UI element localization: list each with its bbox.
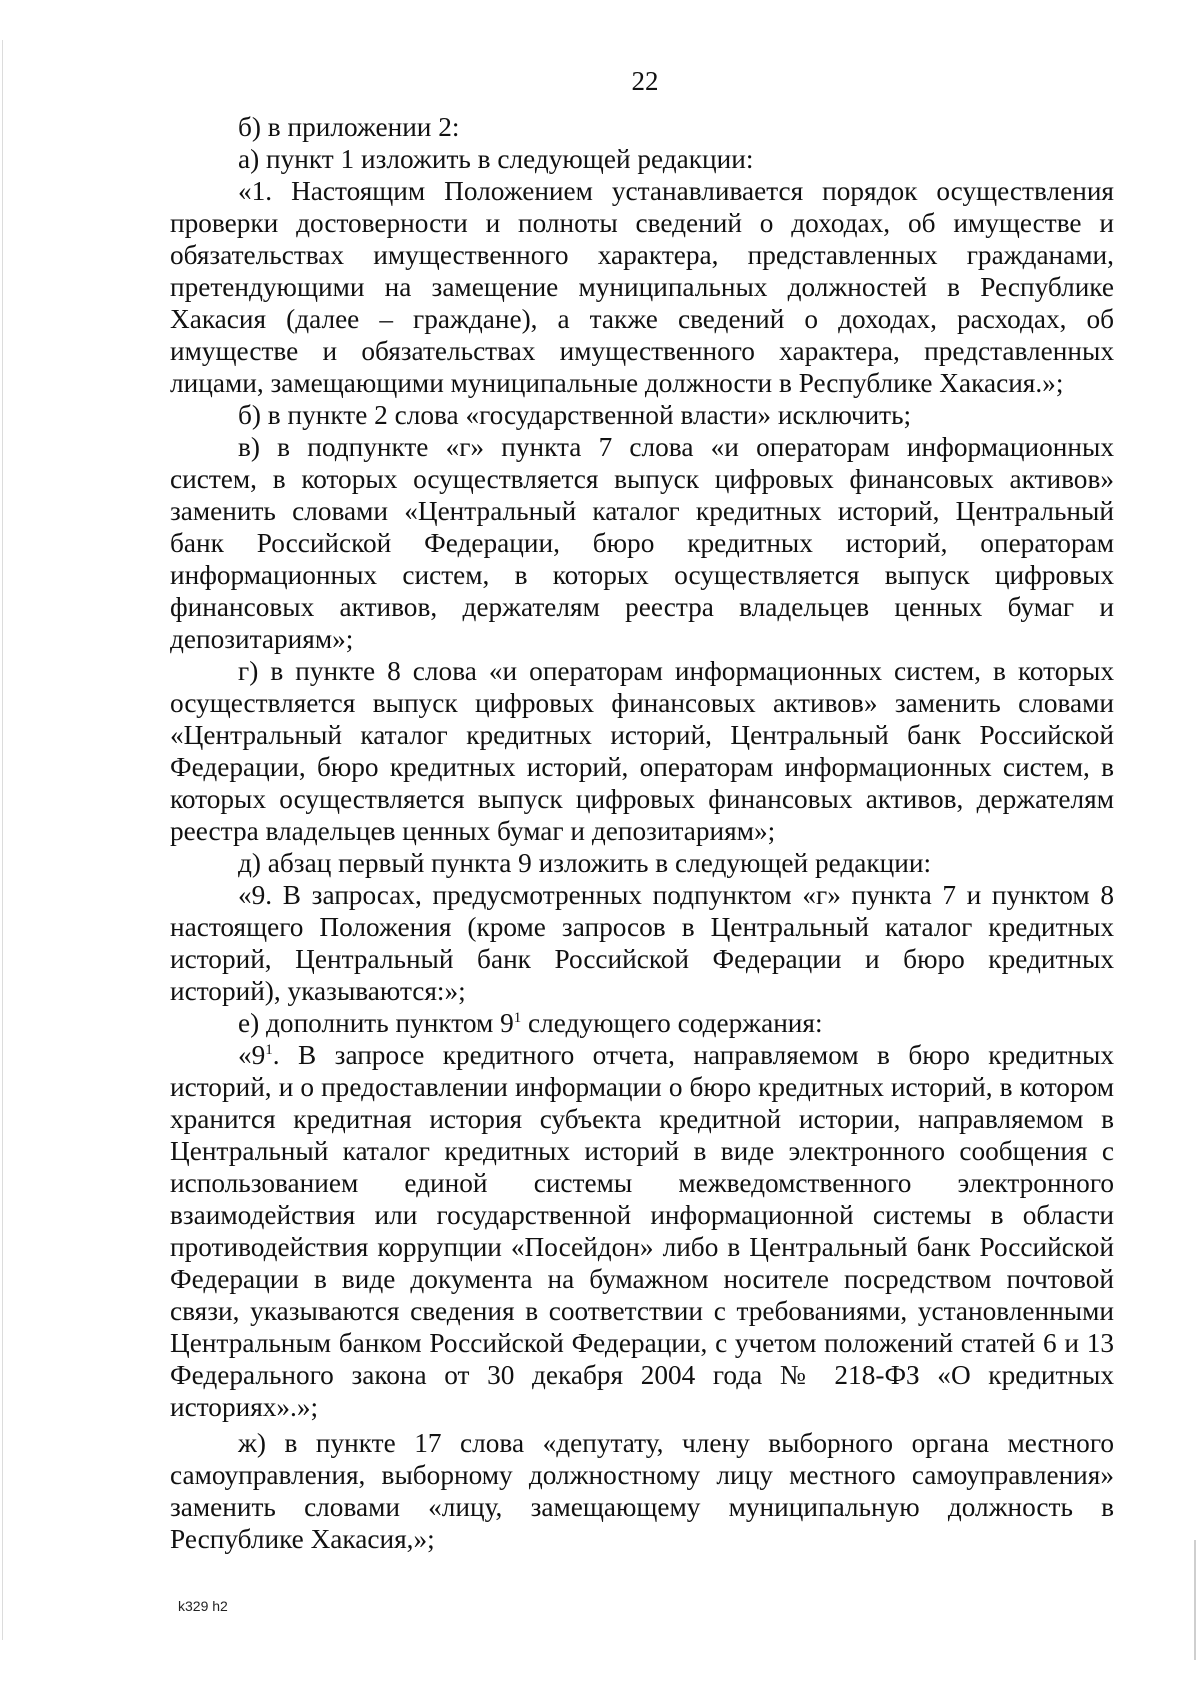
paragraph-point-9: «9. В запросах, предусмотренных подпунктом «г» пункта 7 и пунктом 8 настоящего Положения (кроме запросов в Центральный каталог кредитных историй, Центральный банк Российской Федерации и бюро кредитных историй), указываются:»;	[170, 880, 1114, 1006]
paragraph-v: в) в подпункте «г» пункта 7 слова «и операторам информационных систем, в которых осуществляется выпуск цифровых финансовых активов» заменить словами «Центральный каталог кредитных историй, Центральный банк Российской Федерации, бюро кредитных историй, операторам информационных систем, в которых осуществляется выпуск цифровых финансовых активов, держателям реестра владельцев ценных бумаг и депозитариям»;	[170, 432, 1114, 654]
paragraph-point-9-1	[170, 1039, 1114, 1423]
superscript: 1	[265, 1041, 273, 1058]
paragraph-g: г) в пункте 8 слова «и операторам информационных систем, в которых осуществляется выпуск цифровых финансовых активов» заменить словами «Центральный каталог кредитных историй, Центральный банк Российской Федерации, бюро кредитных историй, операторам информационных систем, в которых осуществляется выпуск цифровых финансовых активов, держателям реестра владельцев ценных бумаг и депозитариям»;	[170, 656, 1114, 846]
paragraph-9-1-text: . В запросе кредитного отчета, направляемом в бюро кредитных историй, и о предоставлении информации о бюро кредитных историй, в котором хранится кредитная история субъекта кредитной истории, направляемом в Центральный каталог кредитных историй в виде электронного сообщения с использованием единой системы межведомственного электронного взаимодействия или государственной информационной системы в области противодействия коррупции «Посейдон» либо в Центральный банк Российской Федерации в виде документа на бумажном носителе посредством почтовой связи, указываются сведения в соответствии с требованиями, установленными Центральным банком Российской Федерации, с учетом положений статей 6 и 13 Федерального закона от 30 декабря 2004 года № 218-ФЗ «О кредитных историях».»;	[170, 1040, 1114, 1422]
paragraph-e-text: е) дополнить пунктом 9	[238, 1008, 514, 1038]
paragraph-d: д) абзац первый пункта 9 изложить в следующей редакции:	[238, 848, 932, 878]
scan-edge-left	[2, 40, 3, 1640]
document-body	[170, 111, 1114, 1555]
scan-edge-right	[1194, 1540, 1196, 1660]
paragraph-b: б) в пункте 2 слова «государственной власти» исключить;	[238, 400, 912, 430]
footer-code: k329 h2	[178, 1598, 228, 1614]
superscript: 1	[513, 1009, 522, 1026]
paragraph-appendix-2: б) в приложении 2:	[238, 112, 460, 142]
paragraph-zh: ж) в пункте 17 слова «депутату, члену выборного органа местного самоуправления, выборному должностному лицу местного самоуправления» заменить словами «лицу, замещающему муниципальную должность в Республике Хакасия,»;	[170, 1428, 1114, 1554]
paragraph-a: а) пункт 1 изложить в следующей редакции:	[238, 144, 754, 174]
page-number: 22	[631, 66, 659, 96]
paragraph-e	[170, 1007, 1114, 1039]
paragraph-9-1-start: «9	[238, 1040, 266, 1070]
paragraph-e-text-end: следующего содержания:	[521, 1008, 823, 1038]
paragraph-point-1: «1. Настоящим Положением устанавливается порядок осуществления проверки достоверности и полноты сведений о доходах, об имуществе и обязательствах имущественного характера, представленных гражданами, претендующими на замещение муниципальных должностей в Республике Хакасия (далее – граждане), а также сведений о доходах, расходах, об имуществе и обязательствах имущественного характера, представленных лицами, замещающими муниципальные должности в Республике Хакасия.»;	[170, 176, 1114, 398]
